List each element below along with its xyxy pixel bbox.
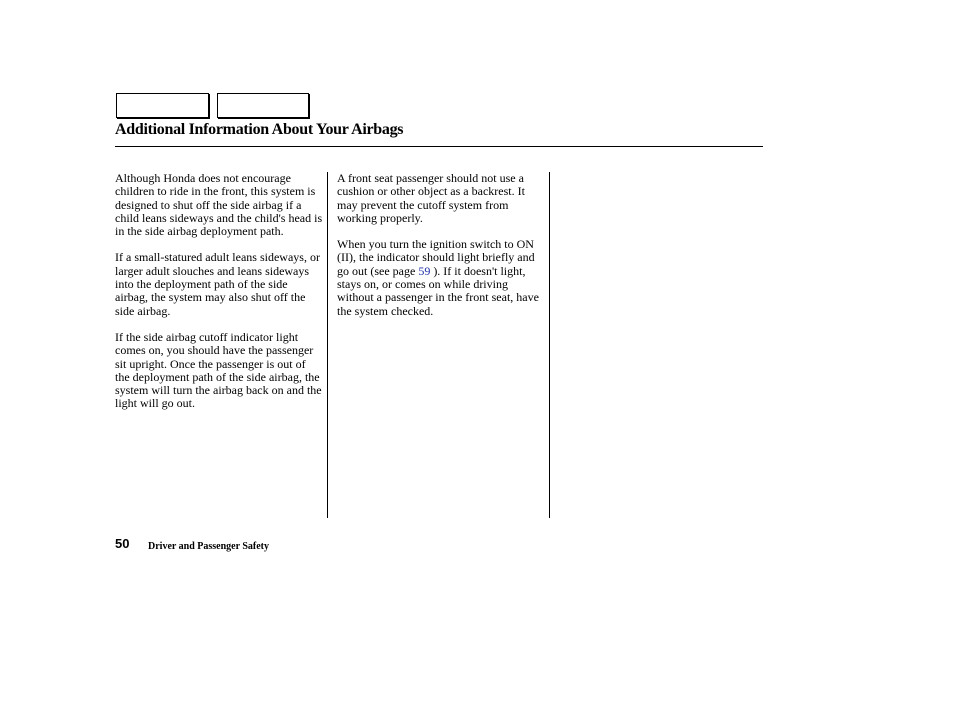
page-reference-link[interactable]: 59 [418,263,431,278]
column-divider-2 [549,172,550,518]
ignition-text-before: When you turn the ignition switch to ON (II), the indicator should light briefly and go out (see page [337,237,535,278]
paragraph-ignition-check [337,238,543,318]
nav-tab-box-1 [116,93,209,118]
section-name: Driver and Passenger Safety [148,541,270,552]
paragraph-small-adult: If a small-statured adult leans sideways, or larger adult slouches and leans sideways into the deployment path of the side airbag, the system may also shut off the side airbag. [115,250,320,318]
page-title: Additional Information About Your Airbags [115,121,404,138]
paragraph-indicator-on: If the side airbag cutoff indicator light comes on, you should have the passenger sit upright. Once the passenger is out of the deployment path of the side airbag, the system will turn the airbag back on and the light will go out. [115,329,322,411]
title-rule [115,146,763,147]
ignition-text-after: ). If it doesn't light, stays on, or comes on while driving without a passenger in the front seat, have the system checked. [337,263,539,318]
paragraph-child-in-front: Although Honda does not encourage children to ride in the front, this system is designed to shut off the side airbag if a child leans sideways and the child's head is in the side airbag deployment path. [115,171,323,239]
paragraph-cushion-warning: A front seat passenger should not use a cushion or other object as a backrest. It may prevent the cutoff system from working properly. [337,171,525,225]
text-column-1 [115,172,323,424]
page-number: 50 [115,536,130,551]
text-column-2 [337,172,543,331]
column-divider-1 [327,172,328,518]
nav-tab-box-2 [217,93,309,118]
